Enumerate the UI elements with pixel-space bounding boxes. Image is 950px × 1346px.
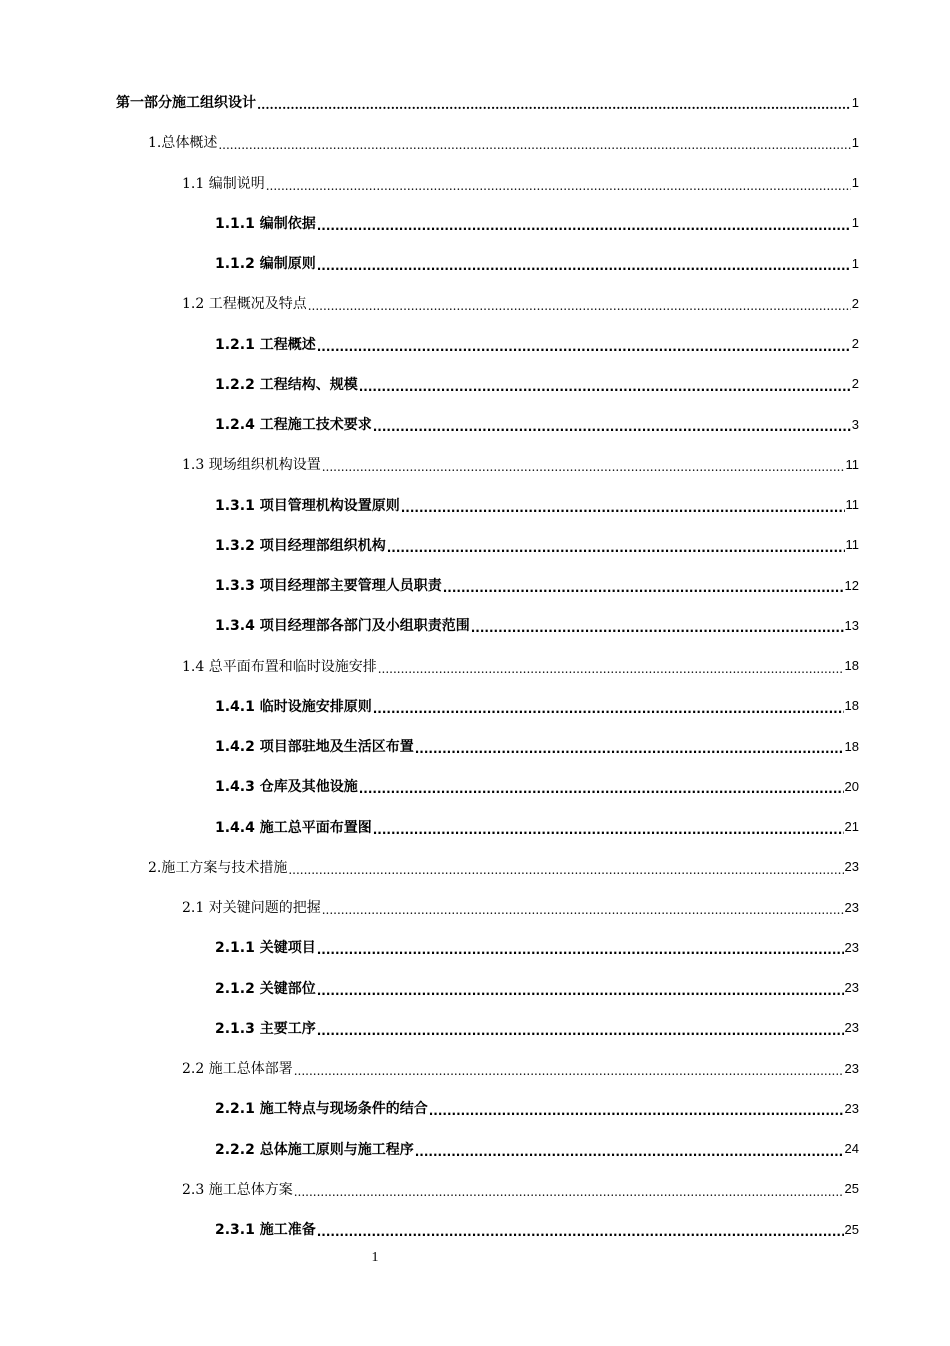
toc-entry-page: 1 <box>851 94 859 110</box>
toc-entry[interactable] <box>0 887 950 927</box>
toc-entry-title: 1.2.1 工程概述 <box>215 336 316 353</box>
toc-entry[interactable] <box>0 968 950 1008</box>
toc-entry-page: 23 <box>844 939 859 955</box>
toc-entry-title: 2.2.1 施工特点与现场条件的结合 <box>215 1101 428 1118</box>
toc-entry-title: 1.3.2 项目经理部组织机构 <box>215 537 386 554</box>
toc-entry[interactable] <box>0 686 950 726</box>
toc-entry[interactable] <box>0 364 950 404</box>
toc-entry-title: 1.3 现场组织机构设置 <box>182 457 321 474</box>
toc-entry-title: 1.4 总平面布置和临时设施安排 <box>182 658 377 675</box>
dot-leader <box>359 782 844 796</box>
toc-entry[interactable] <box>0 283 950 323</box>
dot-leader <box>218 138 850 152</box>
toc-entry-page: 25 <box>844 1221 859 1237</box>
toc-entry[interactable] <box>0 1169 950 1209</box>
dot-leader <box>429 1104 844 1118</box>
dot-leader <box>378 662 844 676</box>
toc-entry-title: 1.2.2 工程结构、规模 <box>215 376 358 393</box>
dot-leader <box>308 299 851 313</box>
toc-entry-page: 1 <box>851 215 859 231</box>
toc-entry-page: 1 <box>851 175 859 191</box>
toc-entry-page: 13 <box>844 617 859 633</box>
toc-entry-title: 1.1 编制说明 <box>182 175 265 192</box>
toc-entry[interactable] <box>0 203 950 243</box>
dot-leader <box>288 863 843 877</box>
dot-leader <box>317 219 851 233</box>
table-of-contents <box>0 82 950 1249</box>
dot-leader <box>317 943 844 957</box>
dot-leader <box>373 702 844 716</box>
dot-leader <box>322 903 844 917</box>
dot-leader <box>317 259 851 273</box>
toc-entry-page: 18 <box>844 738 859 754</box>
page-number: 1 <box>371 1250 379 1265</box>
toc-entry-title: 1.3.3 项目经理部主要管理人员职责 <box>215 578 442 595</box>
toc-entry-page: 18 <box>844 698 859 714</box>
dot-leader <box>401 501 845 515</box>
toc-entry[interactable] <box>0 1048 950 1088</box>
toc-entry-page: 2 <box>851 295 859 311</box>
dot-leader <box>471 621 844 635</box>
toc-entry-page: 2 <box>851 336 859 352</box>
dot-leader <box>257 98 851 112</box>
toc-entry-title: 1.4.1 临时设施安排原则 <box>215 698 372 715</box>
toc-entry-page: 23 <box>844 1020 859 1036</box>
toc-entry-page: 2 <box>851 376 859 392</box>
toc-entry-title: 1.4.4 施工总平面布置图 <box>215 819 372 836</box>
toc-entry-page: 23 <box>844 1060 859 1076</box>
toc-entry-page: 24 <box>844 1141 859 1157</box>
toc-entry[interactable] <box>0 726 950 766</box>
toc-entry[interactable] <box>0 82 950 122</box>
toc-entry-title: 1.1.1 编制依据 <box>215 215 316 232</box>
toc-entry-title: 2.施工方案与技术措施 <box>148 859 288 876</box>
toc-entry[interactable] <box>0 847 950 887</box>
toc-entry-title: 1.1.2 编制原则 <box>215 256 316 273</box>
dot-leader <box>322 460 845 474</box>
dot-leader <box>359 380 851 394</box>
toc-entry-page: 1 <box>851 134 859 150</box>
toc-entry-title: 1.3.1 项目管理机构设置原则 <box>215 497 400 514</box>
toc-entry[interactable] <box>0 1008 950 1048</box>
toc-entry-title: 1.2 工程概况及特点 <box>182 296 307 313</box>
toc-entry-title: 1.总体概述 <box>148 135 218 152</box>
toc-entry[interactable] <box>0 122 950 162</box>
toc-entry-page: 25 <box>844 1181 859 1197</box>
toc-entry-title: 2.1.2 关键部位 <box>215 980 316 997</box>
toc-entry-page: 11 <box>845 497 859 513</box>
toc-entry-title: 2.3.1 施工准备 <box>215 1222 316 1239</box>
toc-entry-page: 3 <box>851 416 859 432</box>
toc-entry-title: 1.4.2 项目部驻地及生活区布置 <box>215 739 414 756</box>
toc-entry[interactable] <box>0 1088 950 1128</box>
dot-leader <box>415 1145 844 1159</box>
dot-leader <box>317 984 844 998</box>
toc-entry-page: 11 <box>845 537 859 553</box>
dot-leader <box>373 823 844 837</box>
toc-entry[interactable] <box>0 1129 950 1169</box>
toc-entry-title: 1.2.4 工程施工技术要求 <box>215 417 372 434</box>
toc-entry[interactable] <box>0 565 950 605</box>
dot-leader <box>443 581 844 595</box>
toc-entry-page: 20 <box>844 778 859 794</box>
toc-entry-title: 2.1.1 关键项目 <box>215 940 316 957</box>
toc-entry[interactable] <box>0 404 950 444</box>
toc-entry-title: 1.3.4 项目经理部各部门及小组职责范围 <box>215 618 470 635</box>
dot-leader <box>317 1024 844 1038</box>
dot-leader <box>294 1064 844 1078</box>
toc-entry[interactable] <box>0 163 950 203</box>
toc-entry-page: 21 <box>844 819 859 835</box>
dot-leader <box>415 742 844 756</box>
dot-leader <box>373 420 851 434</box>
toc-entry[interactable] <box>0 1209 950 1249</box>
dot-leader <box>317 1225 844 1239</box>
dot-leader <box>317 340 851 354</box>
toc-entry[interactable] <box>0 927 950 967</box>
toc-entry-title: 2.1.3 主要工序 <box>215 1020 316 1037</box>
dot-leader <box>266 179 851 193</box>
toc-entry-title: 2.3 施工总体方案 <box>182 1181 293 1198</box>
toc-entry-page: 23 <box>844 980 859 996</box>
toc-entry-page: 23 <box>844 899 859 915</box>
dot-leader <box>294 1185 844 1199</box>
toc-entry[interactable] <box>0 485 950 525</box>
toc-entry-title: 第一部分施工组织设计 <box>116 95 256 112</box>
toc-entry[interactable] <box>0 807 950 847</box>
toc-entry-page: 12 <box>844 577 859 593</box>
toc-entry[interactable] <box>0 324 950 364</box>
toc-entry[interactable] <box>0 646 950 686</box>
toc-entry[interactable] <box>0 243 950 283</box>
toc-entry-title: 2.2.2 总体施工原则与施工程序 <box>215 1141 414 1158</box>
toc-entry[interactable] <box>0 766 950 806</box>
toc-entry-page: 11 <box>845 456 859 472</box>
toc-entry-page: 23 <box>844 859 859 875</box>
toc-entry-title: 2.2 施工总体部署 <box>182 1061 293 1078</box>
dot-leader <box>387 541 845 555</box>
toc-entry-title: 1.4.3 仓库及其他设施 <box>215 779 358 796</box>
toc-entry-page: 1 <box>851 255 859 271</box>
toc-entry-page: 23 <box>844 1100 859 1116</box>
toc-entry[interactable] <box>0 525 950 565</box>
toc-entry-title: 2.1 对关键问题的把握 <box>182 900 321 917</box>
toc-entry[interactable] <box>0 605 950 645</box>
toc-entry-page: 18 <box>844 658 859 674</box>
toc-entry[interactable] <box>0 444 950 484</box>
